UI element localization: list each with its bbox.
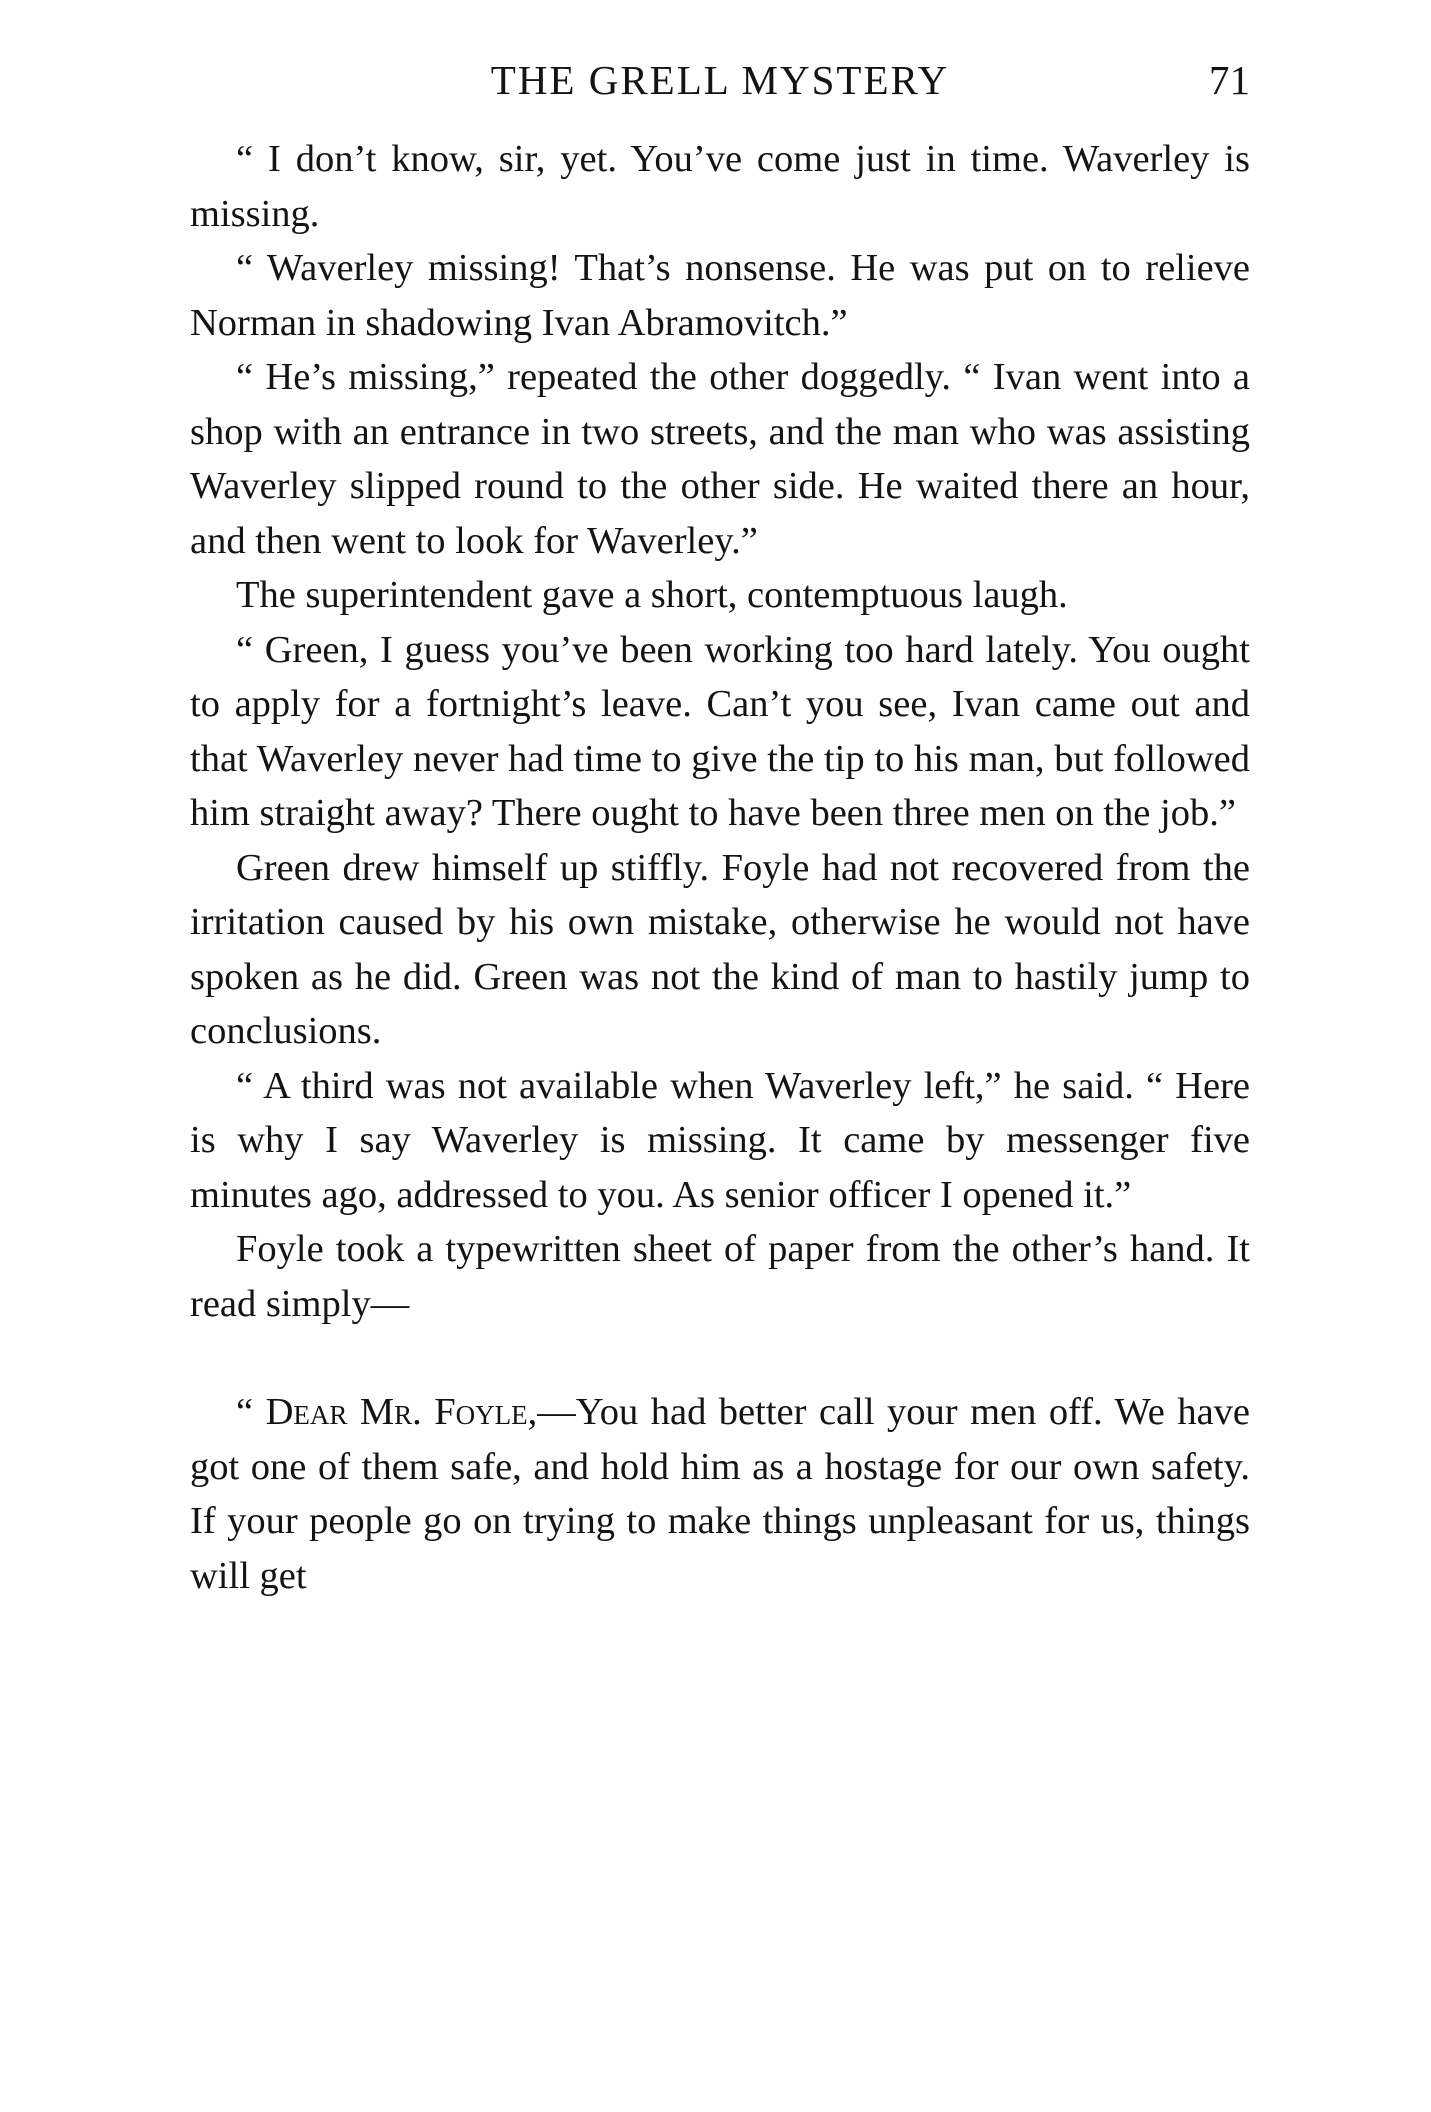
body-text (190, 132, 1250, 1603)
paragraph-2: “ Waverley missing! That’s nonsense. He was put on to relieve Norman in shadowing Ivan Abramovitch.” (190, 247, 1250, 344)
running-head (190, 50, 1250, 110)
paragraph-6: Green drew himself up stiffly. Foyle had not recovered from the irritation caused by his own mistake, otherwise he would not have spoken as he did. Green was not the kind of man to hastily jump to conclusions. (190, 846, 1250, 1052)
page-number: 71 (1209, 57, 1250, 103)
paragraph-5: “ Green, I guess you’ve been working too hard lately. You ought to apply for a fortnight’s leave. Can’t you see, Ivan came out and that Waverley never had time to give the tip to his man, but followed him straight away? There ought to have been three men on the job.” (190, 628, 1250, 834)
letter-salutation: Dear Mr. Foyle, (265, 1391, 538, 1433)
letter-paragraph (190, 1385, 1250, 1603)
paragraph-1: “ I don’t know, sir, yet. You’ve come just in time. Waverley is missing. (190, 138, 1250, 235)
paragraph-7: “ A third was not available when Waverley left,” he said. “ Here is why I say Waverley is missing. It came by messenger five minutes ago, addressed to you. As senior officer I opened it.” (190, 1064, 1250, 1216)
letter-open-quote: “ (236, 1391, 266, 1433)
running-title: THE GRELL MYSTERY (490, 57, 950, 103)
paragraph-4: The superintendent gave a short, contemptuous laugh. (236, 574, 1068, 616)
paragraph-8: Foyle took a typewritten sheet of paper from the other’s hand. It read simply— (190, 1228, 1250, 1325)
letter-body: —You had better call your men off. We have got one of them safe, and hold him as a hostage for our own safety. If your people go on trying to make things unpleasant for us, things will get (190, 1391, 1250, 1597)
paragraph-3: “ He’s missing,” repeated the other doggedly. “ Ivan went into a shop with an entrance in two streets, and the man who was assisting Waverley slipped round to the other side. He waited there an hour, and then went to look for Waverley.” (190, 356, 1250, 562)
